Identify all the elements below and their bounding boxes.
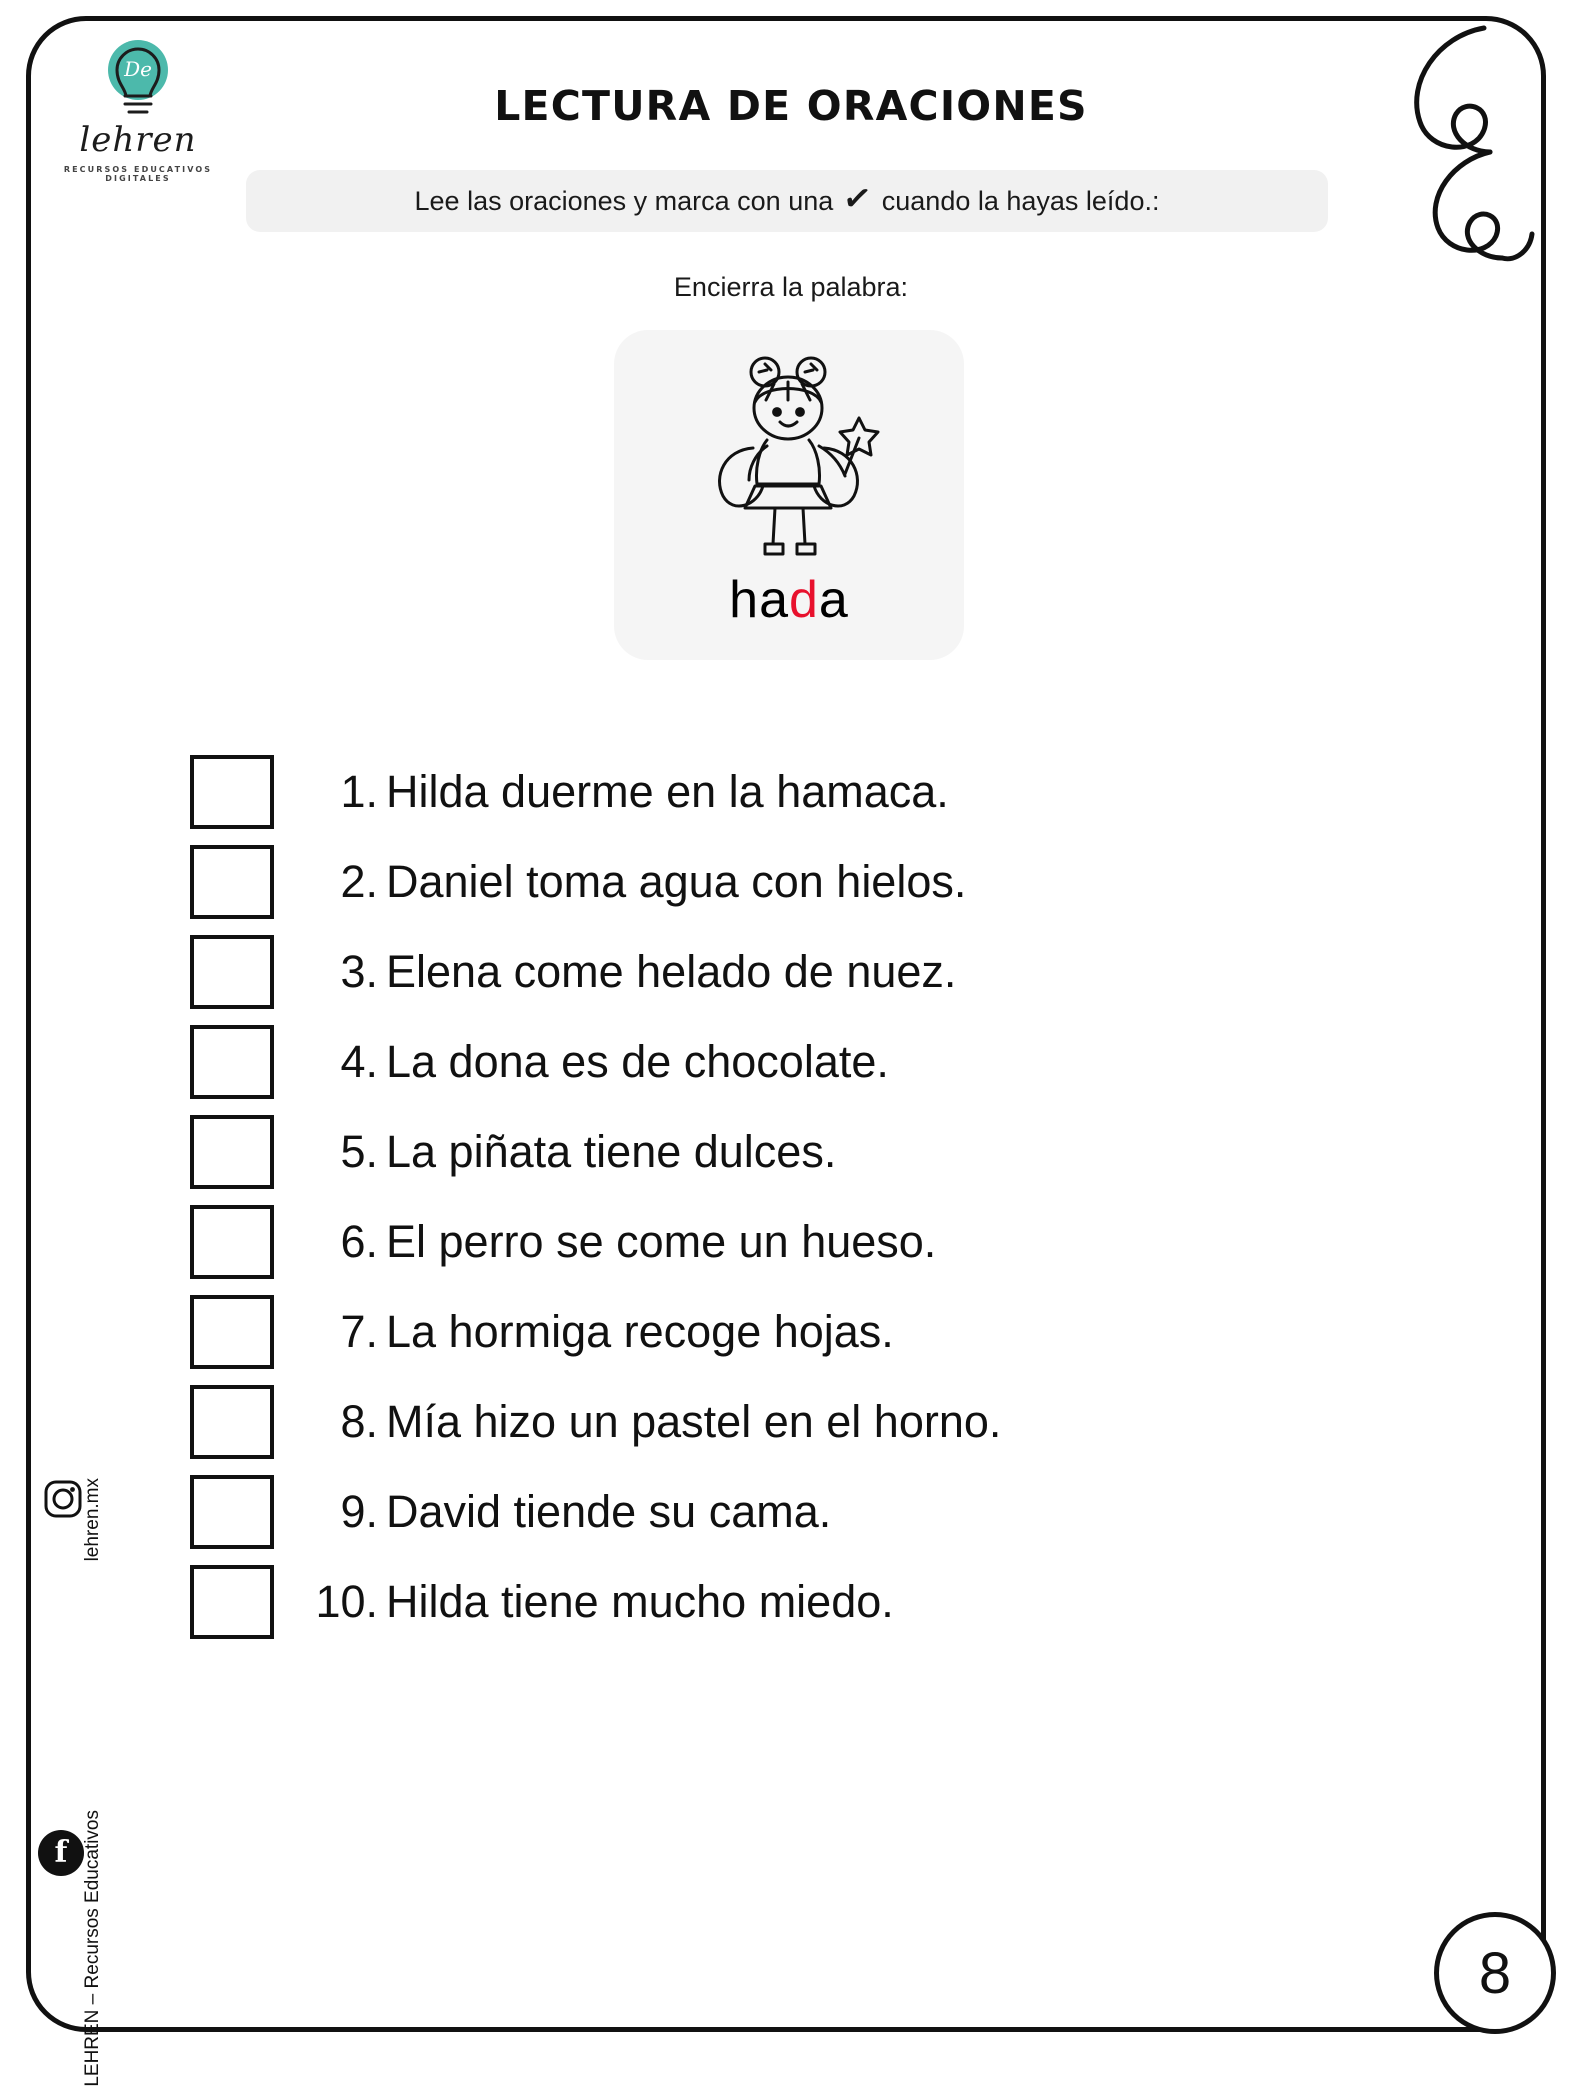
sentence-text: La piñata tiene dulces. — [386, 1126, 837, 1177]
facebook-label: LEHREN – Recursos Educativos — [82, 1810, 103, 2087]
sentence-number: 4. — [340, 1036, 378, 1087]
sentence-checkbox[interactable] — [190, 1295, 274, 1369]
sentence-number: 10. — [315, 1576, 378, 1627]
list-item — [190, 1468, 1430, 1556]
logo-tagline: RECURSOS EDUCATIVOS DIGITALES — [63, 165, 213, 183]
word-label — [729, 571, 849, 629]
word-part-before: ha — [729, 571, 789, 629]
word-part-after: a — [818, 571, 849, 629]
page-number: 8 — [1434, 1912, 1556, 2034]
sentence-checkbox[interactable] — [190, 935, 274, 1009]
logo-wordmark: lehren — [79, 120, 197, 160]
list-item — [190, 1018, 1430, 1106]
sub-instruction: Encierra la palabra: — [673, 272, 909, 302]
sentence-text: Elena come helado de nuez. — [386, 946, 957, 997]
list-item — [190, 838, 1430, 926]
sentence-checkbox[interactable] — [190, 1385, 274, 1459]
instruction-banner — [246, 170, 1328, 232]
sentence-number: 8. — [340, 1396, 378, 1447]
sentence-checkbox[interactable] — [190, 1565, 274, 1639]
word-part-highlight: d — [789, 571, 819, 629]
sentence-checkbox[interactable] — [190, 1475, 274, 1549]
sentence-number: 1. — [340, 766, 378, 817]
instagram-handle: lehren.mx — [82, 1478, 103, 1562]
logo-mark-text: De — [124, 57, 152, 81]
fairy-illustration — [679, 346, 899, 578]
sentence-list — [190, 748, 1430, 1648]
sentence-number: 3. — [340, 946, 378, 997]
sentence-number: 2. — [340, 856, 378, 907]
sentence-number: 9. — [340, 1486, 378, 1537]
sentence-checkbox[interactable] — [190, 1205, 274, 1279]
list-item — [190, 928, 1430, 1016]
sentence-checkbox[interactable] — [190, 845, 274, 919]
list-item — [190, 748, 1430, 836]
sentence-text: Mía hizo un pastel en el horno. — [386, 1396, 1002, 1447]
list-item — [190, 1198, 1430, 1286]
check-icon: ✓ — [840, 178, 875, 220]
list-item — [190, 1288, 1430, 1376]
instagram-icon[interactable] — [44, 1480, 82, 1522]
sentence-text: Daniel toma agua con hielos. — [386, 856, 967, 907]
list-item — [190, 1108, 1430, 1196]
sentence-text: La hormiga recoge hojas. — [386, 1306, 894, 1357]
sentence-checkbox[interactable] — [190, 755, 274, 829]
instruction-text-end: cuando la hayas leído.: — [881, 185, 1160, 216]
facebook-icon[interactable]: f — [38, 1830, 84, 1876]
sentence-text: La dona es de chocolate. — [386, 1036, 889, 1087]
list-item — [190, 1378, 1430, 1466]
sentence-number: 5. — [340, 1126, 378, 1177]
word-card — [614, 330, 964, 660]
sentence-text: Hilda duerme en la hamaca. — [386, 766, 949, 817]
sentence-checkbox[interactable] — [190, 1025, 274, 1099]
page-title: LECTURA DE ORACIONES — [494, 82, 1088, 130]
social-sidebar — [36, 1330, 103, 2087]
list-item — [190, 1558, 1430, 1646]
sentence-number: 6. — [340, 1216, 378, 1267]
sentence-checkbox[interactable] — [190, 1115, 274, 1189]
instruction-text-start: Lee las oraciones y marca con una — [414, 185, 834, 216]
sentence-text: David tiende su cama. — [386, 1486, 832, 1537]
sentence-number: 7. — [340, 1306, 378, 1357]
sentence-text: Hilda tiene mucho miedo. — [386, 1576, 894, 1627]
sentence-text: El perro se come un hueso. — [386, 1216, 937, 1267]
